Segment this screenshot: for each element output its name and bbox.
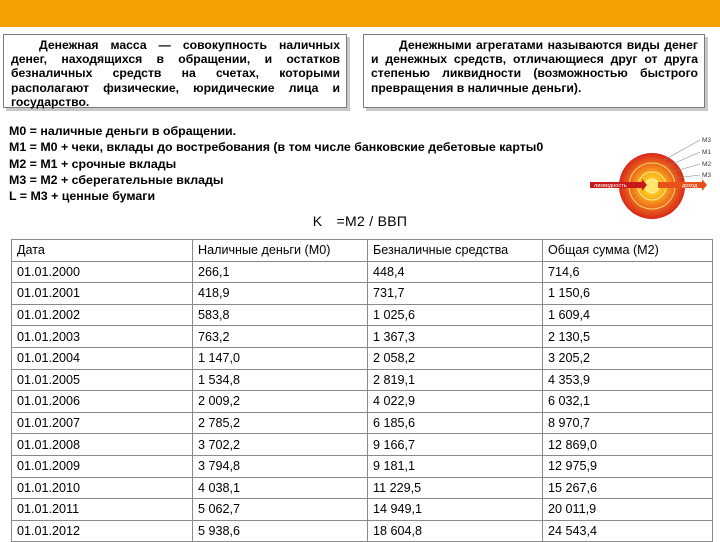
cell-noncash: 1 025,6 (368, 304, 543, 326)
cell-cash: 5 938,6 (193, 520, 368, 542)
cell-noncash: 2 058,2 (368, 347, 543, 369)
cell-noncash: 1 367,3 (368, 326, 543, 348)
aggregate-m0: М0 = наличные деньги в обращении. (9, 124, 237, 138)
cell-date: 01.01.2010 (12, 477, 193, 499)
table-row (12, 391, 713, 413)
cell-total: 8 970,7 (543, 412, 713, 434)
cell-total: 3 205,2 (543, 347, 713, 369)
table-row (12, 455, 713, 477)
diagram-label-2: M1 (702, 149, 712, 156)
cell-cash: 763,2 (193, 326, 368, 348)
header-noncash: Безналичные средства (368, 240, 543, 262)
header-total: Общая сумма (М2) (543, 240, 713, 262)
cell-total: 20 011,9 (543, 499, 713, 521)
cell-total: 12 975,9 (543, 455, 713, 477)
cell-date: 01.01.2000 (12, 261, 193, 283)
cell-noncash: 9 166,7 (368, 434, 543, 456)
cell-total: 1 150,6 (543, 283, 713, 305)
table-row (12, 434, 713, 456)
cell-noncash: 14 949,1 (368, 499, 543, 521)
cell-date: 01.01.2009 (12, 455, 193, 477)
table-row (12, 326, 713, 348)
table-row (12, 412, 713, 434)
table-row (12, 283, 713, 305)
cell-date: 01.01.2006 (12, 391, 193, 413)
header-cash: Наличные деньги (М0) (193, 240, 368, 262)
cell-noncash: 448,4 (368, 261, 543, 283)
top-accent-bar (0, 0, 720, 27)
diagram-label-3: M2 (702, 161, 712, 168)
formula-k: K (312, 213, 323, 229)
cell-date: 01.01.2005 (12, 369, 193, 391)
cell-cash: 418,9 (193, 283, 368, 305)
table-row (12, 347, 713, 369)
table-row (12, 499, 713, 521)
cell-cash: 266,1 (193, 261, 368, 283)
aggregate-l: L = М3 + ценные бумаги (9, 189, 156, 204)
cell-total: 4 353,9 (543, 369, 713, 391)
cell-noncash: 11 229,5 (368, 477, 543, 499)
monetization-formula (0, 213, 720, 229)
core-m0 (645, 179, 659, 193)
cell-cash: 1 147,0 (193, 347, 368, 369)
money-supply-definition: Денежная масса — совокупность наличных денег, находящихся в обращении, и остатков безналичных средств на счетах, которыми располагают физические, юридические лица и государство. (11, 38, 340, 109)
cell-total: 1 609,4 (543, 304, 713, 326)
money-supply-definition-box (3, 34, 347, 108)
cell-date: 01.01.2007 (12, 412, 193, 434)
aggregates-circle-diagram-icon (590, 130, 718, 220)
cell-noncash: 4 022,9 (368, 391, 543, 413)
cell-cash: 2 009,2 (193, 391, 368, 413)
money-supply-table (11, 239, 713, 542)
header-date: Дата (12, 240, 193, 262)
cell-cash: 5 062,7 (193, 499, 368, 521)
table-row (12, 369, 713, 391)
formula-expression: =M2 / ВВП (336, 213, 408, 229)
cell-total: 15 267,6 (543, 477, 713, 499)
table-row (12, 477, 713, 499)
aggregates-definition: Денежными агрегатами называются виды денег и денежных средств, отличающиеся друг от друга степенью ликвидности (возможностью быстрого превращения в наличные деньги). (371, 38, 698, 95)
cell-date: 01.01.2004 (12, 347, 193, 369)
aggregate-m1: М1 = М0 + чеки, вклады до востребования (в том числе банковские дебетовые карты0 (9, 140, 544, 155)
cell-noncash: 9 181,1 (368, 455, 543, 477)
diagram-label-1: M3 (702, 137, 712, 144)
aggregate-m3: М3 = М2 + сберегательные вклады (9, 172, 224, 187)
cell-date: 01.01.2001 (12, 283, 193, 305)
income-arrow-label: доход (682, 183, 698, 190)
cell-date: 01.01.2011 (12, 499, 193, 521)
cell-total: 6 032,1 (543, 391, 713, 413)
cell-cash: 1 534,8 (193, 369, 368, 391)
cell-total: 714,6 (543, 261, 713, 283)
cell-total: 24 543,4 (543, 520, 713, 542)
cell-total: 2 130,5 (543, 326, 713, 348)
cell-date: 01.01.2003 (12, 326, 193, 348)
cell-noncash: 731,7 (368, 283, 543, 305)
aggregates-list (9, 123, 629, 204)
aggregates-definition-box (363, 34, 705, 108)
cell-noncash: 2 819,1 (368, 369, 543, 391)
aggregate-m2: М2 = М1 + срочные вклады (9, 156, 177, 171)
table-row (12, 304, 713, 326)
cell-date: 01.01.2008 (12, 434, 193, 456)
table-row (12, 520, 713, 542)
cell-cash: 4 038,1 (193, 477, 368, 499)
diagram-label-4: M3 (702, 172, 712, 179)
cell-noncash: 18 604,8 (368, 520, 543, 542)
cell-cash: 3 794,8 (193, 455, 368, 477)
table-row (12, 261, 713, 283)
cell-date: 01.01.2012 (12, 520, 193, 542)
cell-cash: 2 785,2 (193, 412, 368, 434)
cell-noncash: 6 185,6 (368, 412, 543, 434)
cell-cash: 583,8 (193, 304, 368, 326)
cell-date: 01.01.2002 (12, 304, 193, 326)
cell-cash: 3 702,2 (193, 434, 368, 456)
cell-total: 12 869,0 (543, 434, 713, 456)
liquidity-arrow-label: ликвидность (594, 183, 627, 190)
table-header-row (12, 240, 713, 262)
